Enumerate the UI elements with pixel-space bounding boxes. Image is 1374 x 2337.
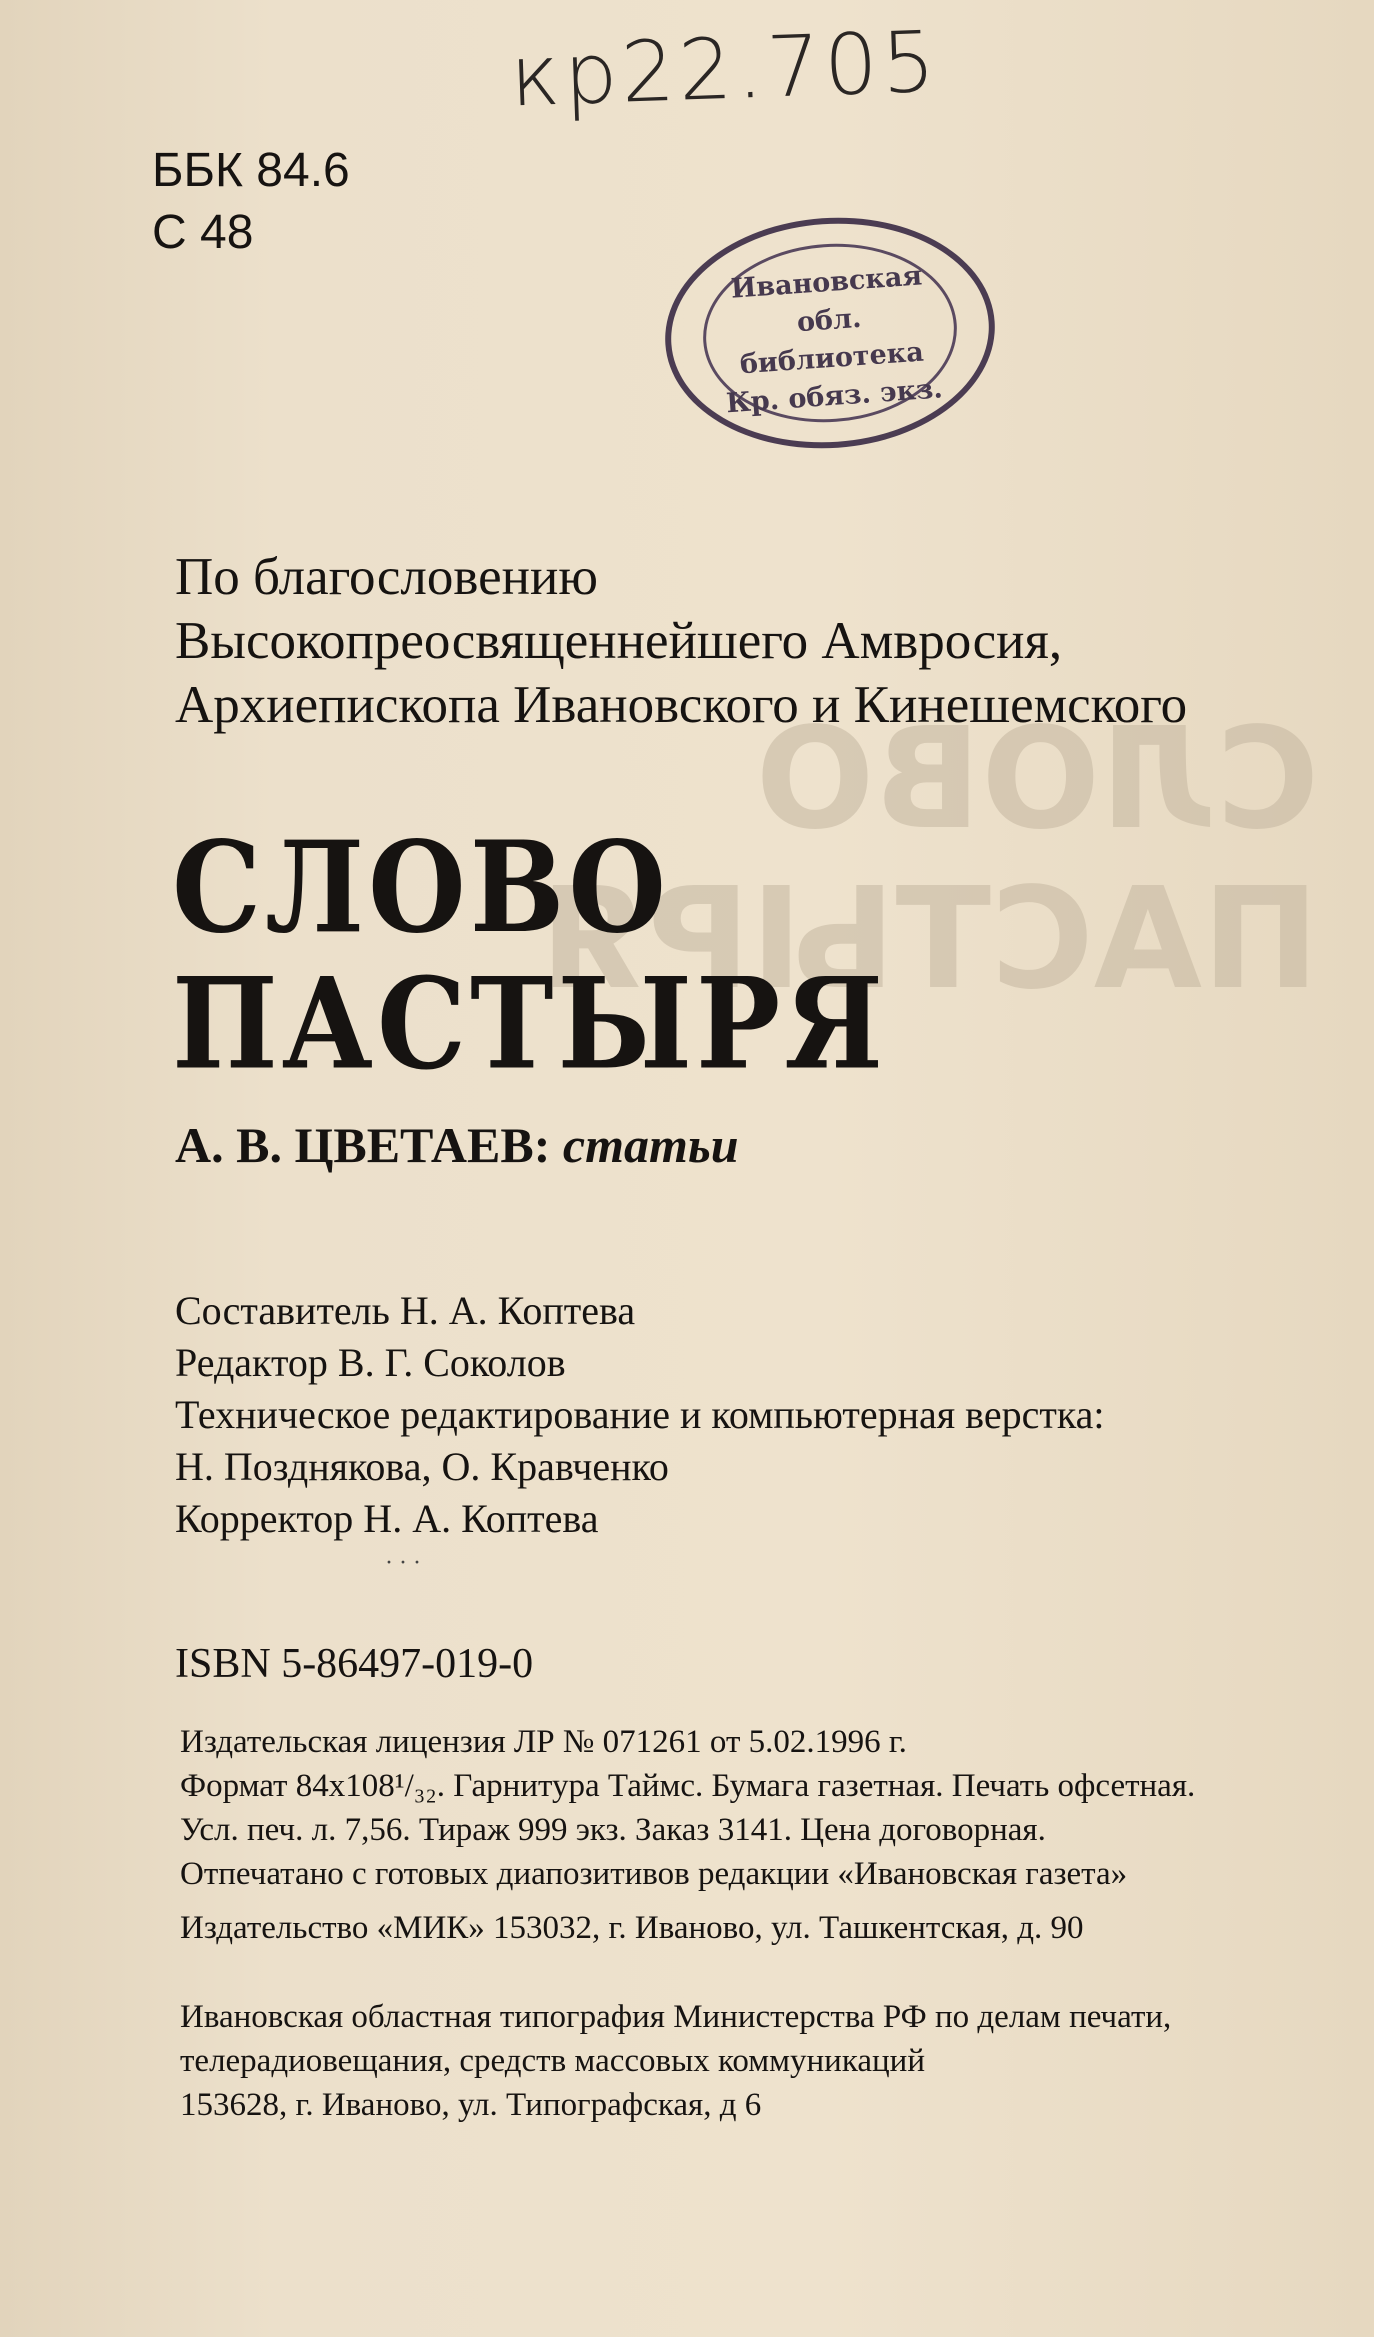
imprint-line: Издательская лицензия ЛР № 071261 от 5.02.1996 г. <box>180 1724 907 1760</box>
show-through-title: СЛОВО ПАСТЫРЯ <box>540 698 1320 1021</box>
bbk-classification <box>152 140 350 264</box>
book-title <box>172 814 888 1098</box>
blessing-line: Архиепископа Ивановского и Кинешемского <box>175 676 1188 734</box>
stamp-line: обл. <box>795 302 863 339</box>
publisher-address: Издательство «МИК» 153032, г. Иваново, ул. Ташкентская, д. 90 <box>180 1910 1084 1946</box>
subtitle-author: А. В. ЦВЕТАЕВ: <box>175 1117 551 1173</box>
author-mark: С 48 <box>152 206 254 259</box>
imprint-block <box>180 1720 1195 1896</box>
printer-line: телерадиовещания, средств массовых коммуникаций <box>180 2043 925 2079</box>
isbn: ISBN 5-86497-019-0 <box>175 1641 534 1687</box>
title-line: СЛОВО <box>172 814 670 962</box>
credit-line: Н. Позднякова, О. Кравченко <box>175 1444 669 1489</box>
credits-block <box>175 1285 1105 1545</box>
blessing-block <box>175 545 1187 737</box>
blessing-line: По благословению <box>175 548 598 606</box>
library-stamp <box>657 207 1002 459</box>
printer-line: 153628, г. Иваново, ул. Типографская, д 6 <box>180 2087 762 2123</box>
stamp-line: Кр. обяз. экз. <box>725 373 944 420</box>
printer-line: Ивановская областная типография Министерства РФ по делам печати, <box>180 1999 1172 2035</box>
credit-line: Редактор В. Г. Соколов <box>175 1340 566 1385</box>
blessing-line: Высокопреосвященнейшего Амвросия, <box>175 612 1063 670</box>
handwritten-shelf-number: кр22.705 <box>508 12 941 126</box>
stamp-line: библиотека <box>738 336 925 381</box>
bbk-code: ББК 84.6 <box>152 144 350 197</box>
imprint-line: Формат 84х108¹/₃₂. Гарнитура Таймс. Бумага газетная. Печать офсетная. <box>180 1768 1196 1804</box>
imprint-line: Усл. печ. л. 7,56. Тираж 999 экз. Заказ 3141. Цена договорная. <box>180 1812 1046 1848</box>
printer-block <box>180 1995 1171 2127</box>
credit-line: Корректор Н. А. Коптева <box>175 1496 599 1541</box>
book-subtitle <box>175 1116 739 1174</box>
subtitle-genre: статьи <box>562 1117 739 1173</box>
credit-line: Техническое редактирование и компьютерная верстка: <box>175 1392 1105 1437</box>
credit-line: Составитель Н. А. Коптева <box>175 1288 636 1333</box>
title-line: ПАСТЫРЯ <box>172 951 888 1098</box>
imprint-line: Отпечатано с готовых диапозитивов редакции «Ивановская газета» <box>180 1856 1128 1892</box>
stamp-line: Ивановская <box>729 260 924 305</box>
separator-dots: · · · <box>385 1550 421 1576</box>
